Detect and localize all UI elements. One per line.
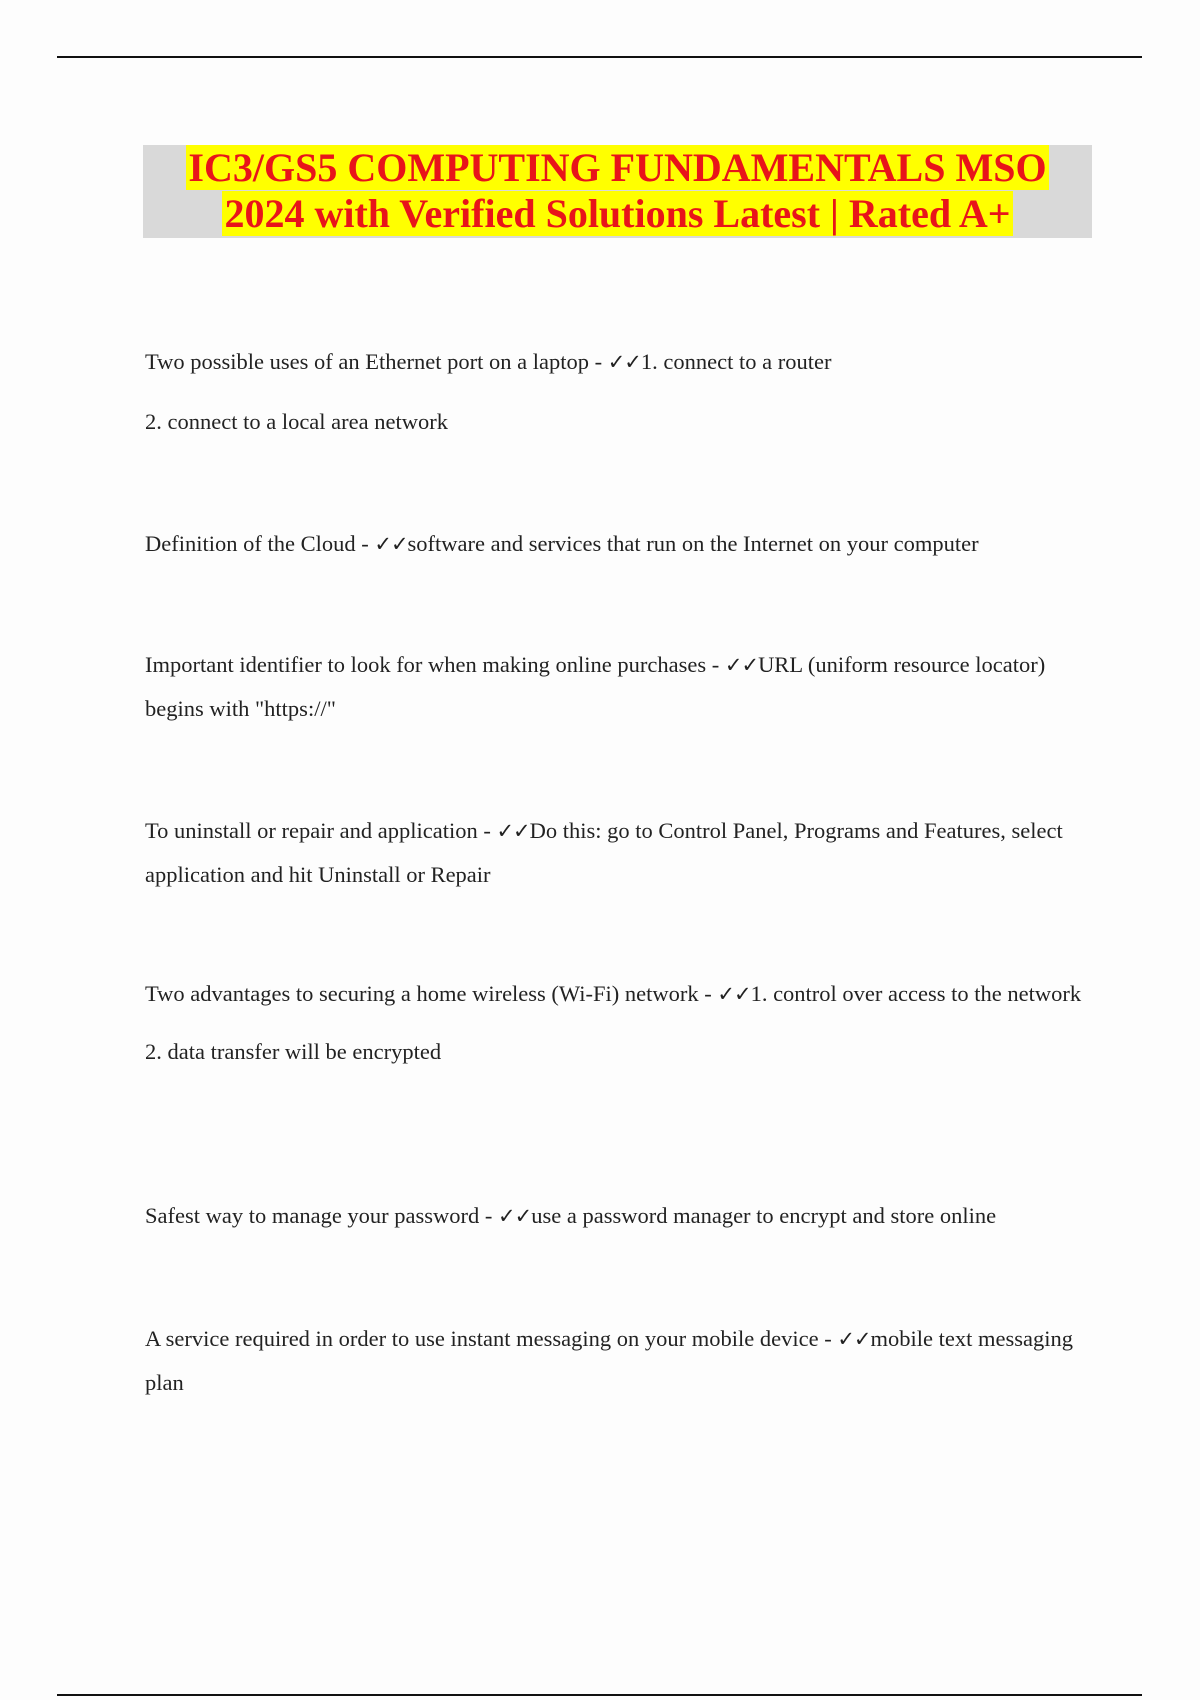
qa-item-online-purchases: [145, 643, 1085, 731]
qa-line: [145, 1194, 1085, 1238]
qa-line: [145, 643, 1085, 731]
answer-text: software and services that run on the Internet on your computer: [407, 531, 979, 556]
double-check-icon: ✓✓: [498, 1204, 532, 1228]
double-check-icon: ✓✓: [837, 1327, 871, 1351]
answer-extra-text: 2. data transfer will be encrypted: [145, 1039, 442, 1064]
qa-item-password: [145, 1194, 1085, 1238]
answer-text: use a password manager to encrypt and store online: [531, 1203, 997, 1228]
title-line-2: 2024 with Verified Solutions Latest | Rated A+: [224, 191, 1011, 236]
qa-line: [145, 1317, 1085, 1405]
qa-item-cloud: [145, 522, 1085, 566]
qa-item-uninstall: [145, 809, 1085, 897]
answer-extra-text: 2. connect to a local area network: [145, 409, 448, 434]
title-line-1: IC3/GS5 COMPUTING FUNDAMENTALS MSO: [188, 145, 1047, 190]
answer-text: Do this: go to Control Panel, Programs and Features, select application and hit Uninstall or Repair: [145, 818, 1063, 887]
qa-line: [145, 809, 1085, 897]
double-check-icon: ✓✓: [496, 819, 530, 843]
answer-text: URL (uniform resource locator) begins with "https://": [145, 652, 1046, 721]
qa-item-ethernet: [145, 340, 1085, 444]
question-text: Important identifier to look for when making online purchases -: [145, 652, 725, 677]
question-text: Two advantages to securing a home wireless (Wi-Fi) network -: [145, 981, 718, 1006]
answer-text: mobile text messaging plan: [145, 1326, 1073, 1395]
question-text: To uninstall or repair and application -: [145, 818, 497, 843]
question-text: Safest way to manage your password -: [145, 1203, 499, 1228]
question-text: Two possible uses of an Ethernet port on a laptop -: [145, 349, 608, 374]
qa-item-wifi: [145, 972, 1085, 1074]
double-check-icon: ✓✓: [724, 653, 759, 677]
answer-text: 1. control over access to the network: [750, 981, 1082, 1006]
qa-line: [145, 972, 1085, 1016]
document-title: [143, 145, 1092, 237]
answer-text: 1. connect to a router: [640, 349, 832, 374]
double-check-icon: ✓✓: [717, 982, 751, 1006]
double-check-icon: ✓✓: [607, 350, 641, 374]
bottom-rule: [57, 1694, 1142, 1696]
qa-line: [145, 522, 1085, 566]
double-check-icon: ✓✓: [374, 532, 408, 556]
top-rule: [57, 56, 1142, 58]
question-text: A service required in order to use instant messaging on your mobile device -: [145, 1326, 838, 1351]
question-text: Definition of the Cloud -: [145, 531, 375, 556]
qa-line: [145, 340, 1085, 384]
qa-item-instant-messaging: [145, 1317, 1085, 1405]
